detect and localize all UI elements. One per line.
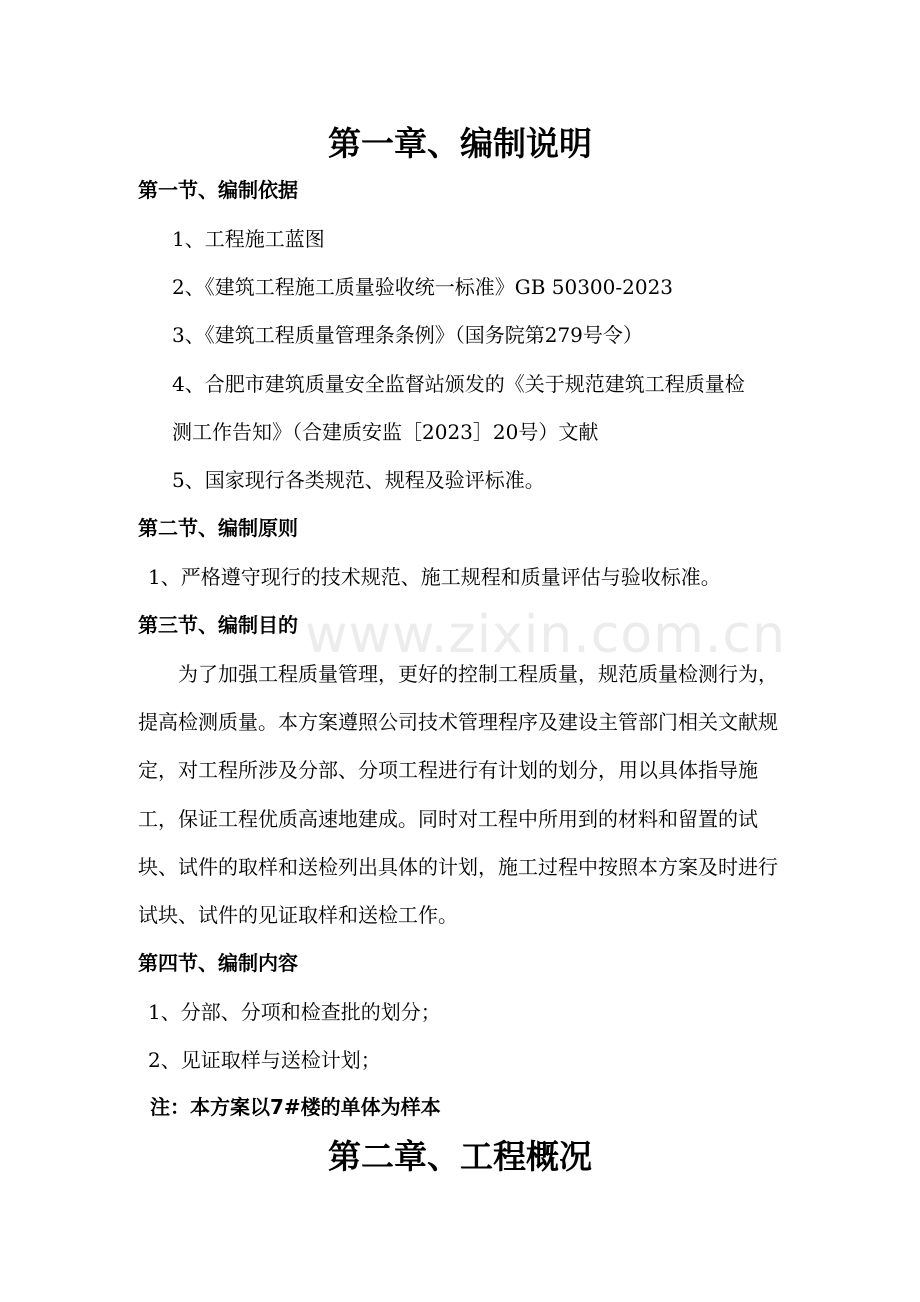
section-1-heading: 第一节、编制依据 — [138, 178, 298, 202]
list-item: 1、严格遵守现行的技术规范、施工规程和质量评估与验收标准。 — [148, 565, 721, 589]
list-item: 4、合肥市建筑质量安全监督站颁发的《关于规范建筑工程质量检 — [172, 372, 745, 396]
chapter-1-title: 第一章、编制说明 — [328, 124, 592, 163]
watermark: www.zixin.com.cn — [305, 605, 786, 665]
list-item: 1、工程施工蓝图 — [172, 227, 325, 251]
body-paragraph: 为了加强工程质量管理，更好的控制工程质量，规范质量检测行为，提高检测质量。本方案遵照公司技术管理程序及建设主管部门相关文献规定，对工程所涉及分部、分项工程进行有计划的划分，用以具体指导施工，保证工程优质高速地建成。同时对工程中所用到的材料和留置的试块、试件的取样和送检列出具体的计划，施工过程中按照本方案及时进行试块、试件的见证取样和送检工作。 — [138, 662, 778, 928]
list-item: 1、分部、分项和检查批的划分； — [148, 1000, 441, 1024]
list-item: 3、《建筑工程质量管理条条例》（国务院第279号令） — [172, 323, 643, 347]
list-item: 5、国家现行各类规范、规程及验评标准。 — [172, 468, 545, 492]
section-3-heading: 第三节、编制目的 — [138, 613, 298, 637]
chapter-2-title: 第二章、工程概况 — [328, 1137, 592, 1176]
section-2-heading: 第二节、编制原则 — [138, 516, 298, 540]
note: 注：本方案以7#楼的单体为样本 — [150, 1095, 441, 1119]
list-item: 2、见证取样与送检计划； — [148, 1048, 381, 1072]
list-item-continuation: 测工作告知》（合建质安监［2023］20号）文献 — [172, 420, 599, 444]
section-4-heading: 第四节、编制内容 — [138, 951, 298, 975]
list-item: 2、《建筑工程施工质量验收统一标准》GB 50300-2023 — [172, 275, 674, 299]
